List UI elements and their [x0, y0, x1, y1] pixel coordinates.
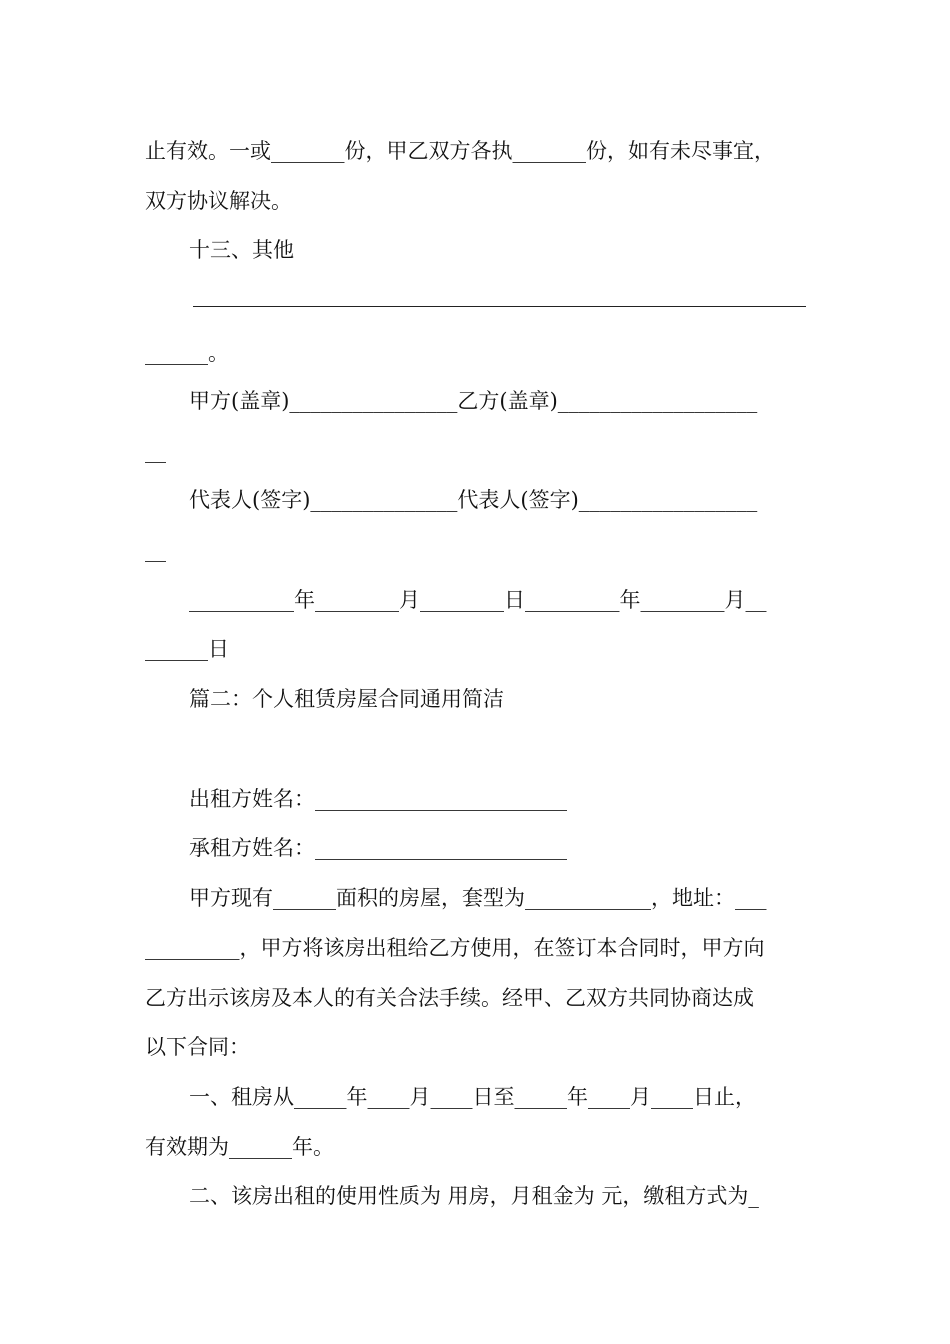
signature-line-representatives: 代表人(签字)______________代表人(签字)_________________ — [189, 488, 758, 512]
text-line: __ — [145, 538, 166, 562]
text-line: 乙方出示该房及本人的有关合法手续。经甲、乙双方共同协商达成 — [145, 986, 754, 1010]
text-line: 有效期为______年。 — [145, 1135, 334, 1159]
text-line: 止有效。一或_______份，甲乙双方各执_______份，如有未尽事宜， — [145, 139, 775, 163]
blank-rule — [193, 306, 806, 307]
signature-line-party-a-b: 甲方(盖章)________________乙方(盖章)___________________ — [189, 389, 758, 413]
text-line: __ — [145, 439, 166, 463]
text-line: 双方协议解决。 — [145, 189, 292, 213]
date-line: __________年________月________日_________年________月__ — [189, 588, 767, 612]
text-line: ______。 — [145, 341, 229, 365]
lessor-name-line: 出租方姓名：________________________ — [189, 787, 567, 811]
lessee-name-line: 承租方姓名：________________________ — [189, 836, 567, 860]
article-title: 篇二：个人租赁房屋合同通用简洁 — [189, 687, 504, 711]
text-line: ______日 — [145, 637, 229, 661]
text-line: _________，甲方将该房出租给乙方使用，在签订本合同时，甲方向 — [145, 936, 765, 960]
clause-one: 一、租房从_____年____月____日至_____年____月____日止， — [189, 1085, 756, 1109]
section-heading: 十三、其他 — [189, 238, 294, 262]
clause-two: 二、该房出租的使用性质为 用房，月租金为 元，缴租方式为_ — [189, 1184, 759, 1208]
text-line: 以下合同： — [145, 1035, 250, 1059]
text-line: 甲方现有______面积的房屋，套型为____________，地址：___ — [189, 886, 767, 910]
